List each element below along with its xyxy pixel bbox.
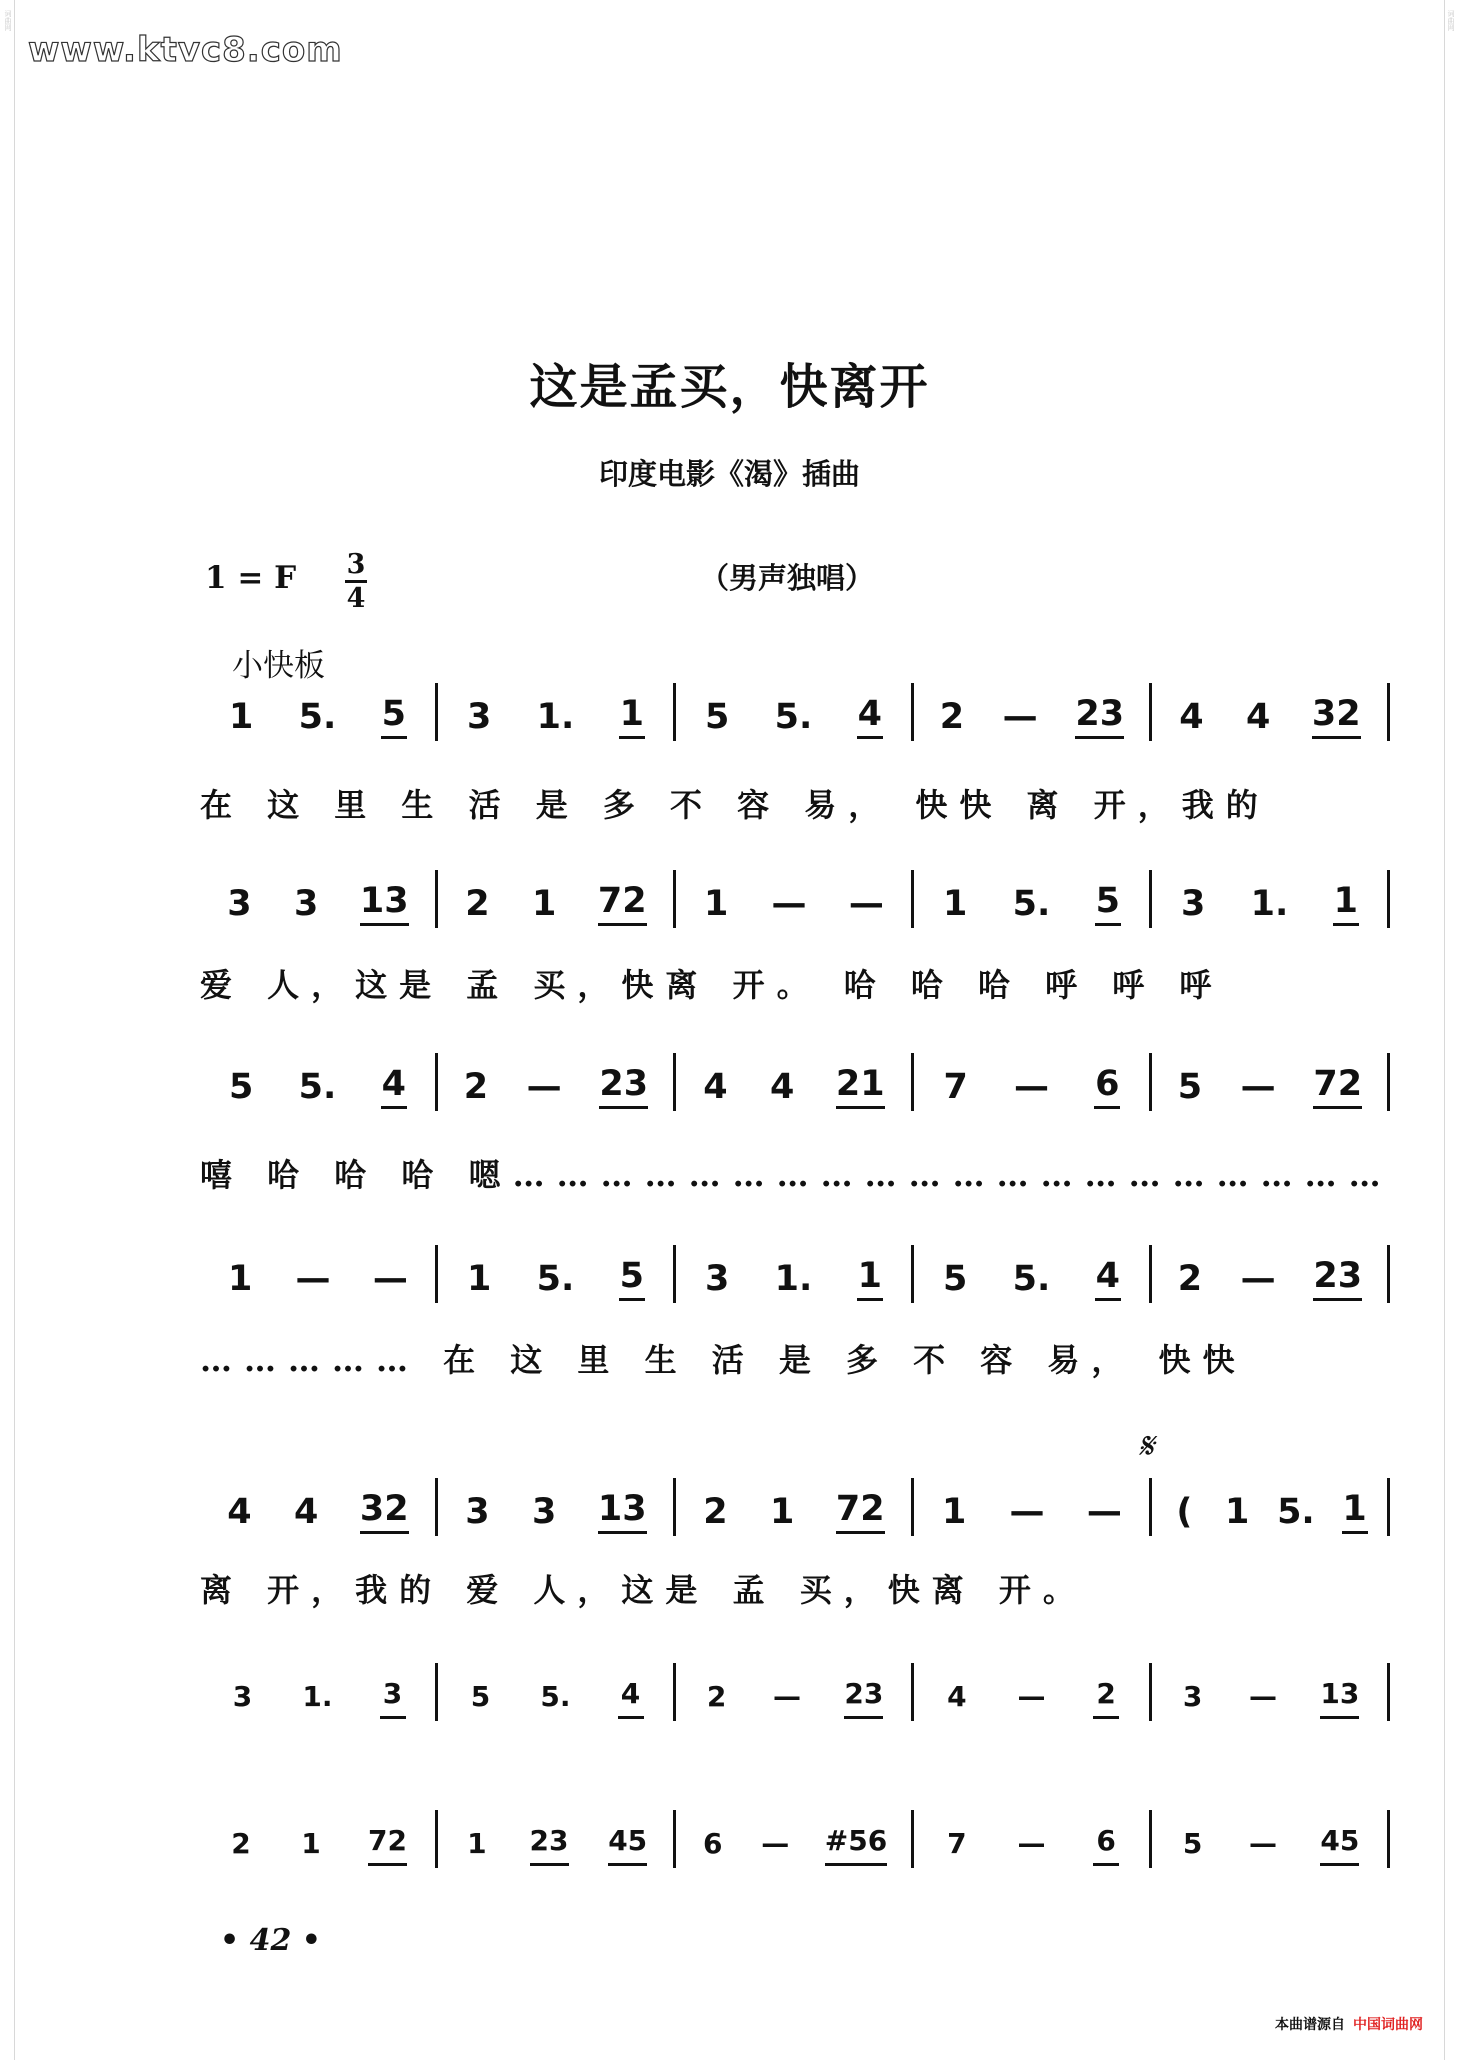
note: 2	[1177, 1259, 1203, 1299]
measure	[1152, 1256, 1387, 1307]
note: 4	[293, 1492, 319, 1532]
note: 1	[1225, 1492, 1250, 1532]
note: 3	[1182, 1680, 1203, 1713]
measure	[1152, 1064, 1387, 1115]
song-title: 这是孟买，快离开	[529, 359, 930, 415]
time-signature	[345, 551, 367, 612]
lyrics-line-5: 离 开，我的 爱 人，这是 孟 买，快离 开。	[200, 1571, 1087, 1609]
note: 5.	[1012, 1259, 1051, 1299]
note: 72	[368, 1821, 407, 1866]
note: 5.	[298, 1067, 337, 1107]
note: 4	[857, 694, 883, 739]
measure	[676, 1256, 911, 1307]
note: —	[1009, 1492, 1045, 1532]
note: —	[1240, 1259, 1276, 1299]
note: 4	[947, 1680, 967, 1713]
segno-sign: 𝄋	[1138, 1426, 1154, 1467]
note: 1	[1333, 881, 1359, 926]
note: 1	[229, 697, 254, 737]
measure	[676, 884, 911, 932]
meter-bottom: 4	[346, 583, 366, 614]
note: 1	[531, 884, 557, 924]
measure	[914, 1821, 1149, 1872]
note: 23	[844, 1674, 883, 1719]
measure	[438, 1489, 673, 1540]
measure	[1152, 1674, 1387, 1725]
note: 45	[1320, 1821, 1359, 1866]
tempo-marking: 小快板	[232, 648, 325, 684]
measure	[914, 881, 1149, 932]
note: —	[1240, 1067, 1276, 1107]
measure	[676, 694, 911, 745]
bar-line	[1387, 1478, 1390, 1536]
measure	[914, 1674, 1149, 1725]
left-watermark-strip: 词曲网	[2, 0, 15, 2060]
note: 4	[1179, 697, 1204, 737]
note: 6	[1094, 1064, 1120, 1109]
bar-line	[1387, 1245, 1390, 1303]
note: —	[526, 1067, 562, 1107]
measure	[914, 1256, 1149, 1307]
measure	[200, 1064, 435, 1115]
note: 6	[703, 1827, 723, 1860]
note: 32	[1312, 694, 1361, 739]
note: 1.	[774, 1259, 813, 1299]
note: 4	[227, 1492, 252, 1532]
measure	[1152, 881, 1387, 932]
note: 2	[231, 1827, 251, 1860]
note: 1	[943, 884, 968, 924]
note: 2	[1093, 1674, 1119, 1719]
measure	[676, 1821, 911, 1872]
note: 1	[857, 1256, 883, 1301]
note: 72	[598, 881, 647, 926]
measure	[438, 881, 673, 932]
note: —	[295, 1259, 331, 1299]
note: 1	[301, 1827, 321, 1860]
score-row-1	[200, 685, 1390, 745]
page-number: • 42 •	[220, 1923, 321, 1958]
song-subtitle: 印度电影《渴》插曲	[598, 457, 860, 491]
score-row-2	[200, 872, 1390, 932]
measure	[200, 1259, 435, 1307]
measure	[914, 1064, 1149, 1115]
note: 5.	[536, 1259, 575, 1299]
note: 21	[836, 1064, 885, 1109]
score-row-3	[200, 1055, 1390, 1115]
note: —	[773, 1680, 802, 1713]
measure	[1152, 1489, 1387, 1540]
note: 4	[618, 1674, 644, 1719]
source-credit	[1275, 2014, 1423, 2034]
note: 23	[1075, 694, 1124, 739]
note: 72	[1313, 1064, 1362, 1109]
note: 5	[1177, 1067, 1203, 1107]
measure	[676, 1489, 911, 1540]
note: 2	[463, 1067, 489, 1107]
note: 5	[619, 1256, 645, 1301]
bar-line	[1387, 683, 1390, 741]
note: 13	[1320, 1674, 1359, 1719]
note: 1	[227, 1259, 253, 1299]
measure	[914, 1492, 1149, 1540]
note: 5	[229, 1067, 254, 1107]
note: 5	[470, 1680, 491, 1713]
note: —	[1013, 1067, 1049, 1107]
note: —	[1017, 1680, 1046, 1713]
note: 2	[465, 884, 490, 924]
measure	[438, 1256, 673, 1307]
note: 1	[941, 1492, 967, 1532]
bar-line	[1387, 1053, 1390, 1111]
note: 1	[769, 1492, 795, 1532]
bar-line	[1387, 870, 1390, 928]
note: 5.	[540, 1680, 571, 1713]
note: 5.	[1012, 884, 1051, 924]
note: 1	[1342, 1489, 1368, 1534]
note: 4	[769, 1067, 795, 1107]
note: 3	[380, 1674, 406, 1719]
note: 3	[465, 1492, 490, 1532]
right-watermark-strip: 词曲网	[1444, 0, 1457, 2060]
measure	[914, 694, 1149, 745]
measure	[438, 1821, 673, 1872]
score-row-7	[200, 1812, 1390, 1872]
key-signature: 1 = F	[205, 560, 297, 596]
note: 3	[232, 1680, 253, 1713]
note: 3	[705, 1259, 730, 1299]
performer-note: （男声独唱）	[700, 561, 875, 595]
measure	[438, 694, 673, 745]
note: 1	[467, 1827, 487, 1860]
note: —	[771, 884, 807, 924]
note: 6	[1093, 1821, 1119, 1866]
source-label: 本曲谱源自	[1275, 2017, 1345, 2033]
note: —	[1249, 1680, 1278, 1713]
note: 23	[1313, 1256, 1362, 1301]
note: 45	[608, 1821, 647, 1866]
lyrics-line-3: 嘻 哈 哈 哈 嗯……………………………………………………	[200, 1156, 1393, 1194]
measure	[200, 1821, 435, 1872]
note: —	[1086, 1492, 1122, 1532]
score-row-6	[200, 1665, 1390, 1725]
measure	[438, 1064, 673, 1115]
note: 3	[1181, 884, 1206, 924]
measure	[200, 1674, 435, 1725]
note: —	[761, 1827, 790, 1860]
note: 3	[531, 1492, 557, 1532]
lyrics-line-2: 爱 人，这是 孟 买，快离 开。 哈 哈 哈 呼 呼 呼	[200, 966, 1224, 1004]
site-watermark: www.ktvc8.com	[28, 30, 343, 70]
note: 5	[1182, 1827, 1203, 1860]
note: —	[372, 1259, 408, 1299]
measure	[200, 881, 435, 932]
note: 5.	[774, 697, 813, 737]
bar-line	[1387, 1810, 1390, 1868]
note: —	[848, 884, 884, 924]
note: 1	[619, 694, 645, 739]
measure	[1152, 694, 1387, 745]
note: 23	[530, 1821, 569, 1866]
note: 23	[599, 1064, 648, 1109]
note: 4	[381, 1064, 407, 1109]
measure	[200, 1489, 435, 1540]
note: —	[1249, 1827, 1278, 1860]
note: 1.	[536, 697, 575, 737]
note: 13	[360, 881, 409, 926]
note: 1	[703, 884, 729, 924]
note: 5	[381, 694, 407, 739]
score-row-4	[200, 1247, 1390, 1307]
note: 4	[1095, 1256, 1121, 1301]
measure	[438, 1674, 673, 1725]
measure	[676, 1674, 911, 1725]
source-site: 中国词曲网	[1353, 2017, 1423, 2033]
lyrics-line-4: …………… 在 这 里 生 活 是 多 不 容 易， 快快	[200, 1341, 1247, 1379]
note: (	[1176, 1492, 1193, 1532]
measure	[1152, 1821, 1387, 1872]
note: 5.	[1277, 1492, 1315, 1532]
note: 72	[836, 1489, 885, 1534]
note: 4	[1245, 697, 1271, 737]
measure	[676, 1064, 911, 1115]
note: 1.	[302, 1680, 333, 1713]
note: 5	[943, 1259, 968, 1299]
note: 5	[1095, 881, 1121, 926]
note: 13	[598, 1489, 647, 1534]
meter-top: 3	[346, 549, 366, 580]
score-row-5	[200, 1480, 1390, 1540]
note: 7	[947, 1827, 967, 1860]
measure	[200, 694, 435, 745]
note: 2	[703, 1492, 728, 1532]
note: —	[1002, 697, 1038, 737]
note: 7	[943, 1067, 968, 1107]
note: 1.	[1250, 884, 1289, 924]
note: 1	[467, 1259, 492, 1299]
note: 3	[293, 884, 319, 924]
note: 2	[706, 1680, 727, 1713]
note: 4	[703, 1067, 728, 1107]
note: —	[1017, 1827, 1046, 1860]
bar-line	[1387, 1663, 1390, 1721]
note: 3	[467, 697, 492, 737]
note: 32	[360, 1489, 409, 1534]
note: 2	[939, 697, 965, 737]
note: #56	[825, 1821, 887, 1866]
note: 3	[227, 884, 252, 924]
note: 5	[705, 697, 730, 737]
lyrics-line-1: 在 这 里 生 活 是 多 不 容 易， 快快 离 开，我的	[200, 786, 1270, 824]
note: 5.	[298, 697, 337, 737]
